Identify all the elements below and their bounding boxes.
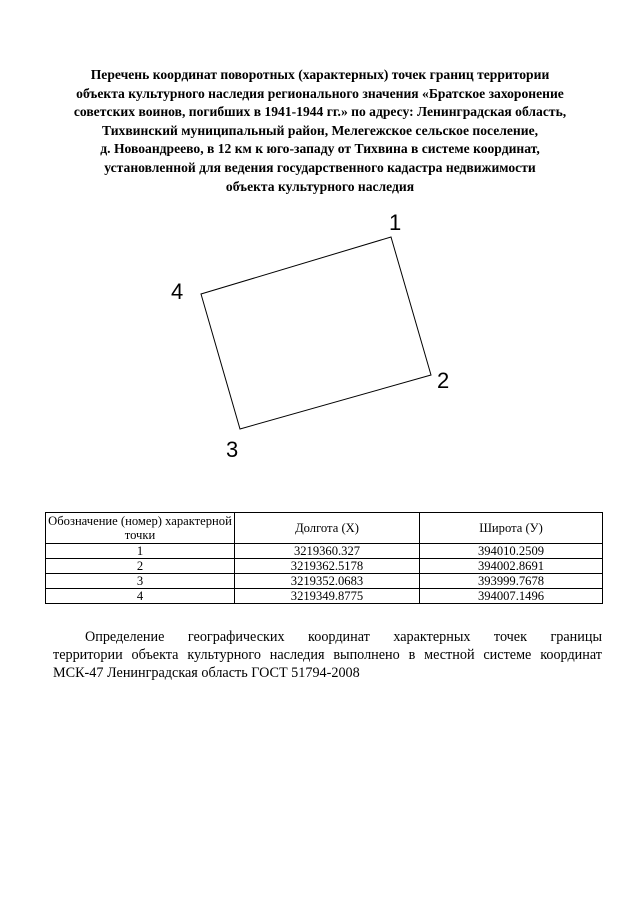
header-longitude: Долгота (X) xyxy=(235,513,420,544)
title-line: советских воинов, погибших в 1941-1944 гг.» по адресу: Ленинградская область, xyxy=(73,104,567,120)
cell-latitude: 394002.8691 xyxy=(420,559,603,574)
table-row xyxy=(46,559,603,574)
document-title xyxy=(40,66,600,196)
cell-point: 1 xyxy=(46,544,235,559)
table-row xyxy=(46,544,603,559)
title-line: объекта культурного наследия xyxy=(225,178,415,194)
title-line: д. Новоандреево, в 12 км к юго-западу от Тихвина в системе координат, xyxy=(100,141,540,157)
cell-point: 2 xyxy=(46,559,235,574)
cell-point: 3 xyxy=(46,574,235,589)
cell-longitude: 3219349.8775 xyxy=(235,589,420,604)
cell-longitude: 3219362.5178 xyxy=(235,559,420,574)
title-line: объекта культурного наследия регионального значения «Братское захоронение xyxy=(76,85,564,101)
table-row xyxy=(46,574,603,589)
point-label-1: 1 xyxy=(389,210,402,235)
title-line: установленной для ведения государственного кадастра недвижимости xyxy=(104,159,536,175)
point-label-4: 4 xyxy=(171,279,184,304)
cell-latitude: 394010.2509 xyxy=(420,544,603,559)
header-point: Обозначение (номер) характерной точки xyxy=(46,513,235,544)
note-text: территории объекта культурного наследия выполнено в местной системе координат МСК-47 Ленинградская область ГОСТ 51794-2008 xyxy=(53,647,602,681)
table-row xyxy=(46,589,603,604)
point-label-3: 3 xyxy=(226,437,239,462)
cell-longitude: 3219352.0683 xyxy=(235,574,420,589)
point-label-2: 2 xyxy=(437,368,450,393)
cell-latitude: 394007.1496 xyxy=(420,589,603,604)
coordinate-system-note xyxy=(53,628,602,682)
cell-latitude: 393999.7678 xyxy=(420,574,603,589)
note-first-line: Определение географических координат характерных точек границы xyxy=(85,629,602,645)
title-line: Тихвинский муниципальный район, Мелегежское сельское поселение, xyxy=(101,122,538,138)
coordinates-table xyxy=(45,512,603,604)
table-header-row xyxy=(46,513,603,544)
cell-point: 4 xyxy=(46,589,235,604)
boundary-polygon xyxy=(201,237,431,429)
boundary-scheme xyxy=(0,200,640,470)
title-line: Перечень координат поворотных (характерных) точек границ территории xyxy=(90,67,550,82)
header-latitude: Широта (У) xyxy=(420,513,603,544)
cell-longitude: 3219360.327 xyxy=(235,544,420,559)
